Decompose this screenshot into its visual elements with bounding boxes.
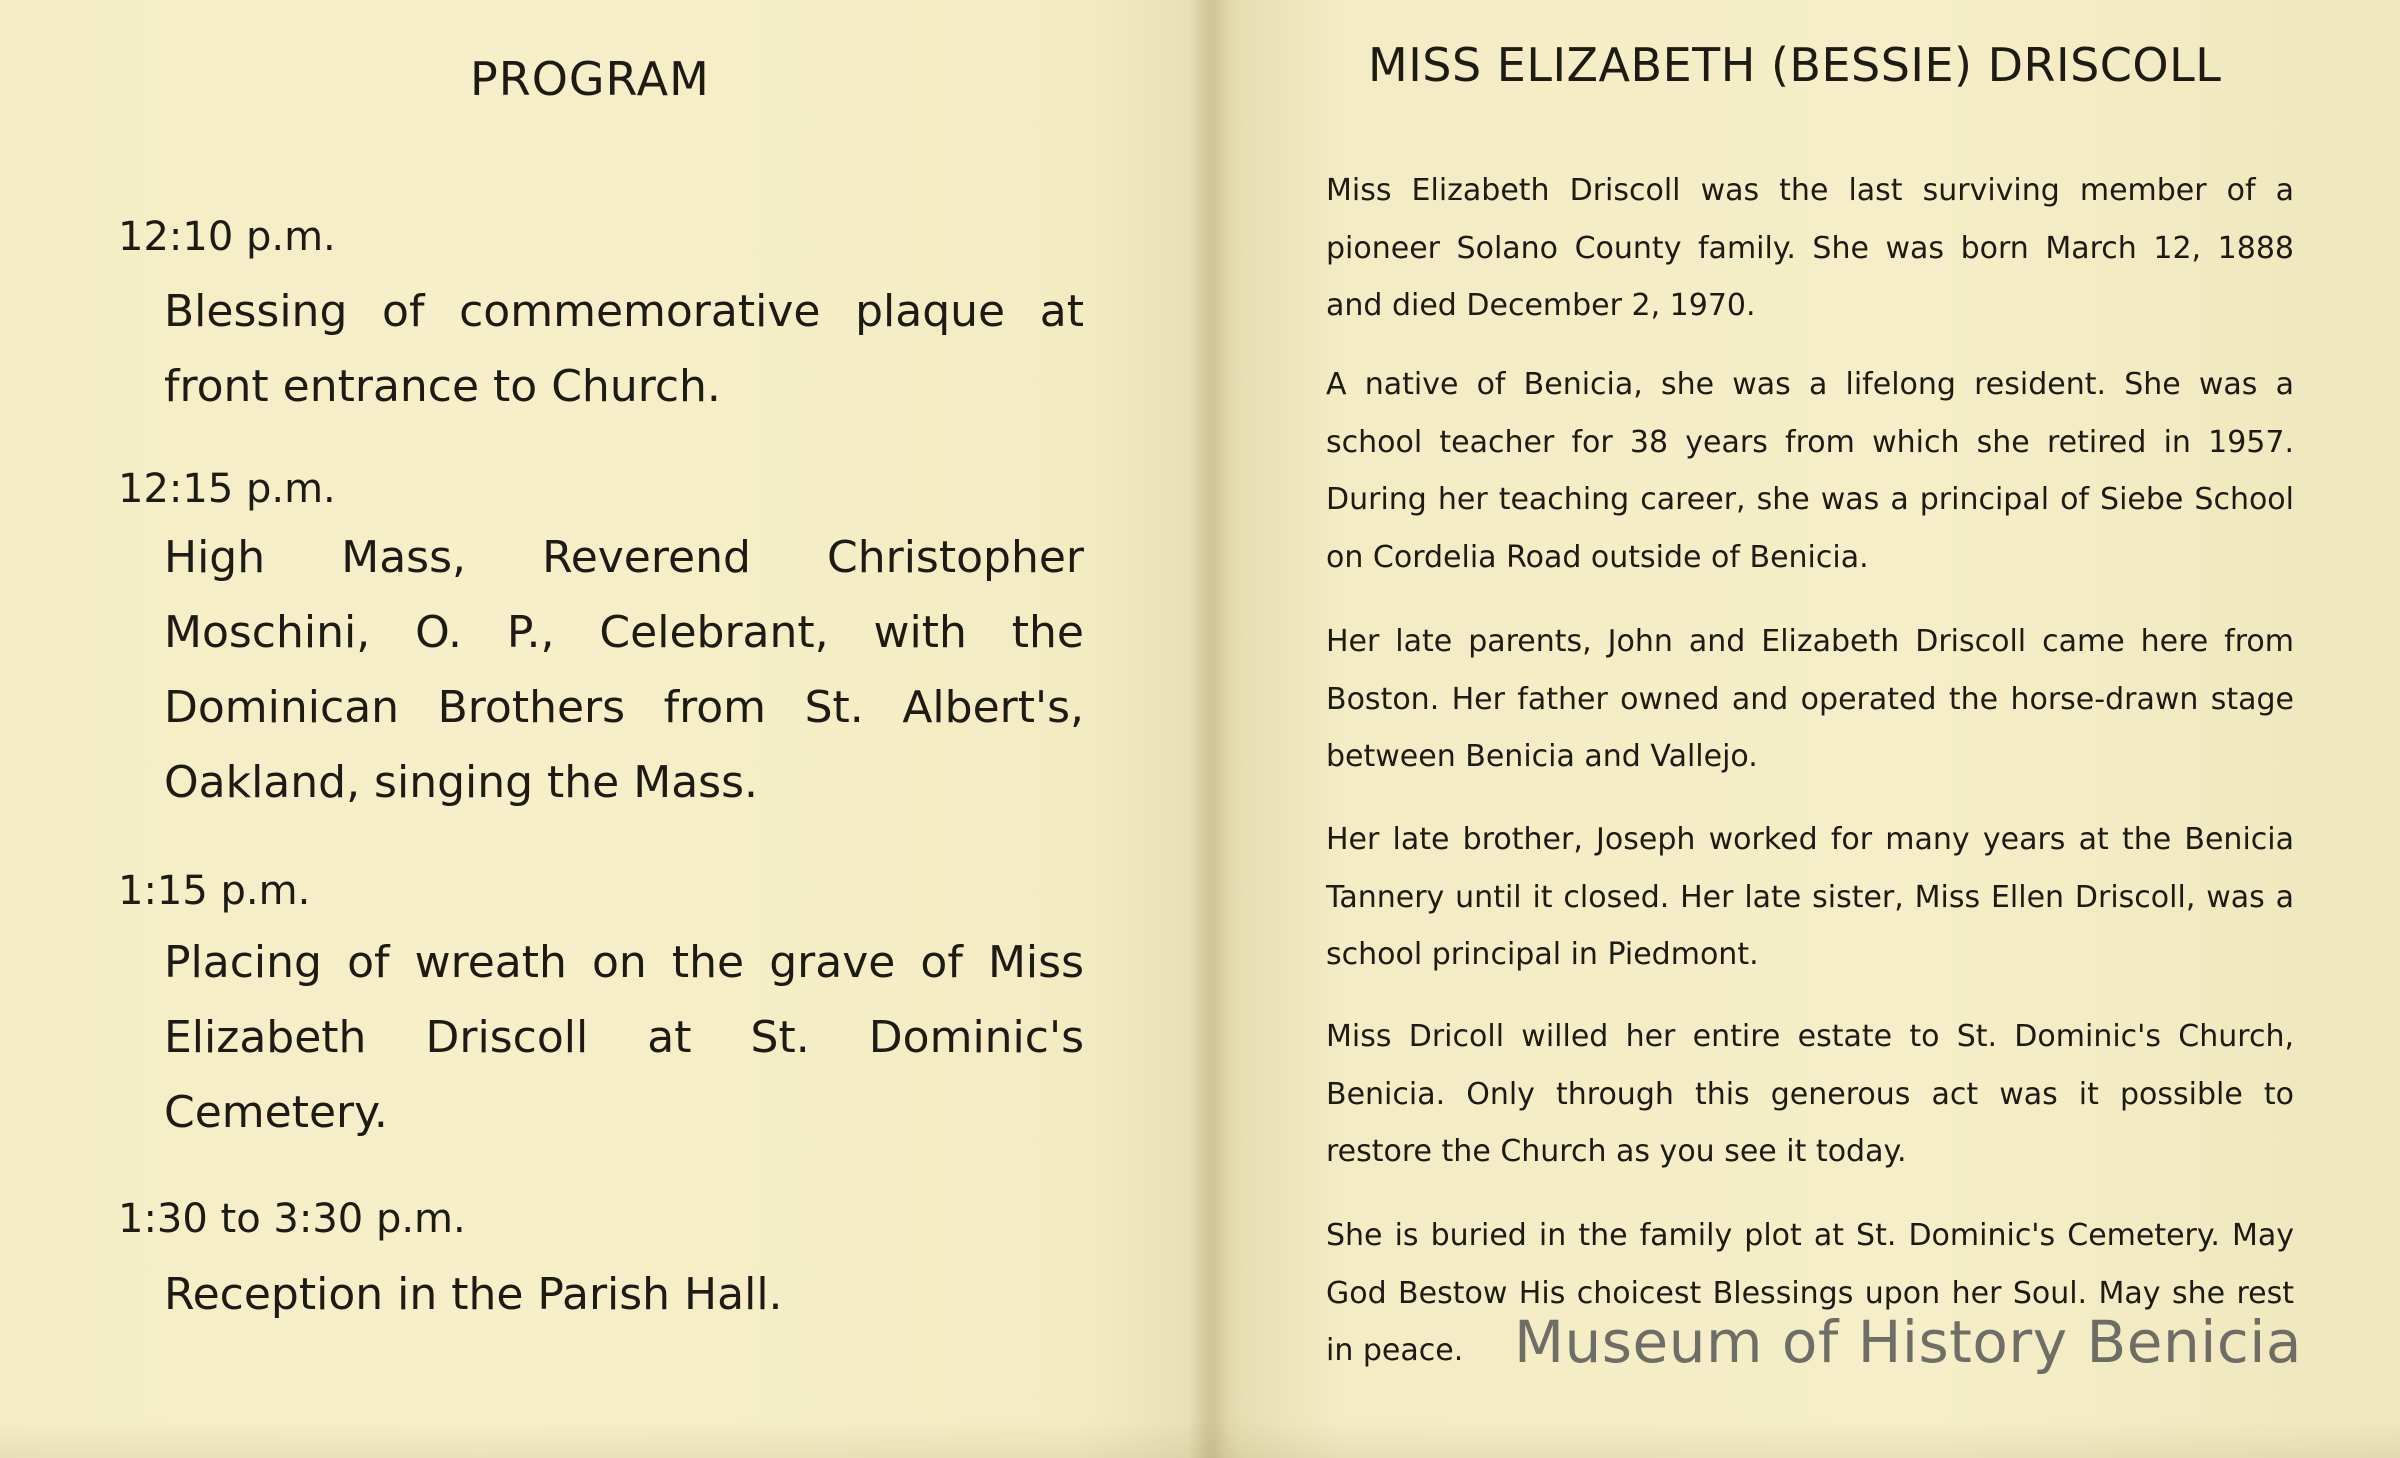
- paper-edge: [0, 1420, 2400, 1458]
- program-description: Reception in the Parish Hall.: [164, 1269, 783, 1320]
- biography-paragraph: A native of Benicia, she was a lifelong resident. She was a school teacher for 38 years from which she retired in 1957. During her teaching career, she was a principal of Siebe School on Cordelia Road outside of Benicia.: [1326, 367, 2294, 575]
- museum-watermark: Museum of History Benicia: [1514, 1308, 2302, 1376]
- biography-paragraph: She is buried in the family plot at St. Dominic's Cemetery. May God Bestow His choicest Blessings upon her Soul. May she rest in peace.: [1326, 1218, 2294, 1368]
- biography-paragraph: Miss Elizabeth Driscoll was the last surviving member of a pioneer Solano County family. She was born March 12, 1888 and died December 2, 1970.: [1326, 173, 2294, 323]
- biography-paragraph: Miss Dricoll willed her entire estate to St. Dominic's Church, Benicia. Only through this generous act was it possible to restore the Church as you see it today.: [1326, 1019, 2294, 1169]
- program-title: PROGRAM: [470, 52, 710, 106]
- program-description: Placing of wreath on the grave of Miss Elizabeth Driscoll at St. Dominic's Cemetery.: [164, 937, 1084, 1138]
- program-description: Blessing of commemorative plaque at front entrance to Church.: [164, 286, 1084, 412]
- program-time: 12:15 p.m.: [118, 466, 336, 512]
- program-time: 1:15 p.m.: [118, 868, 311, 914]
- biography-title: MISS ELIZABETH (BESSIE) DRISCOLL: [1368, 38, 2222, 92]
- program-time: 1:30 to 3:30 p.m.: [118, 1196, 466, 1242]
- biography-paragraph: Her late brother, Joseph worked for many years at the Benicia Tannery until it closed. Her late sister, Miss Ellen Driscoll, was a school principal in Piedmont.: [1326, 822, 2294, 972]
- center-fold: [1188, 0, 1228, 1458]
- program-description: High Mass, Reverend Christopher Moschini, O. P., Celebrant, with the Dominican Brothers from St. Albert's, Oakland, singing the Mass.: [164, 532, 1084, 808]
- biography-paragraph: Her late parents, John and Elizabeth Driscoll came here from Boston. Her father owned and operated the horse-drawn stage between Benicia and Vallejo.: [1326, 624, 2294, 774]
- program-time: 12:10 p.m.: [118, 214, 336, 260]
